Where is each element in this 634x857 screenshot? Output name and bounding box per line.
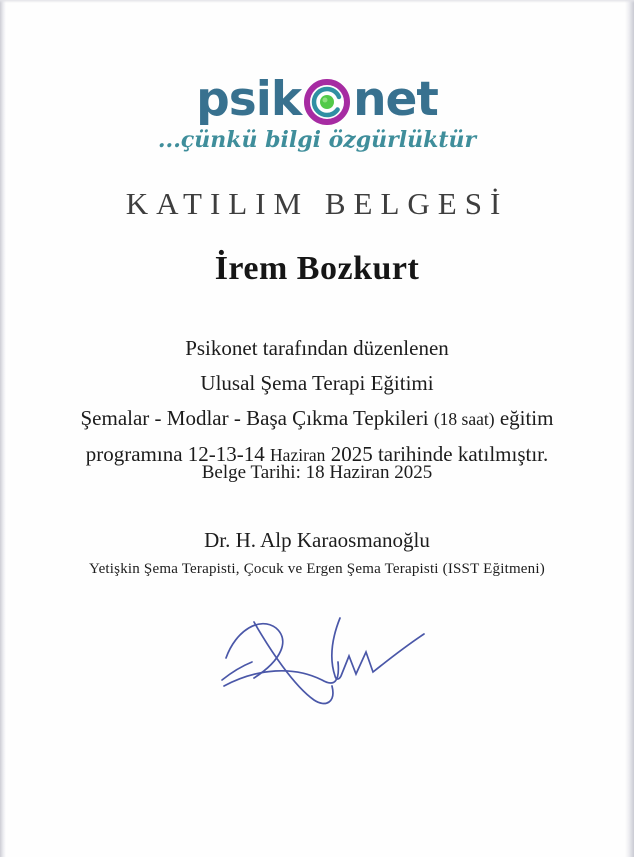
certificate-title: KATILIM BELGESİ bbox=[125, 186, 509, 221]
logo-text-right: net bbox=[353, 71, 438, 127]
logo-tagline: ...çünkü bilgi özgürlüktür bbox=[157, 127, 477, 153]
certificate-date: Belge Tarihi: 18 Haziran 2025 bbox=[201, 462, 433, 483]
body-line-4-days: 12-13-14 bbox=[187, 442, 265, 466]
signatory-name: Dr. H. Alp Karaosmanoğlu bbox=[204, 528, 430, 552]
logo-text-left: psik bbox=[196, 71, 302, 127]
body-line-4-month: Haziran bbox=[270, 445, 326, 465]
logo-target-icon-svg bbox=[302, 77, 352, 127]
signature-strokes bbox=[198, 594, 428, 724]
body-line-3-main: Şemalar - Modlar - Başa Çıkma Tepkileri bbox=[80, 406, 429, 430]
recipient-name: İrem Bozkurt bbox=[214, 250, 420, 287]
certificate-body bbox=[30, 331, 604, 473]
body-line-1: Psikonet tarafından düzenlenen bbox=[185, 336, 449, 360]
body-line-4-end: tarihinde katılmıştır. bbox=[377, 442, 549, 466]
body-line-3-hours: (18 saat) bbox=[433, 409, 495, 429]
body-line-3 bbox=[30, 401, 604, 437]
psikonet-logo bbox=[0, 71, 634, 153]
signatory-credentials: Yetişkin Şema Terapisti, Çocuk ve Ergen Şema Terapisti (ISST Eğitmeni) bbox=[89, 561, 545, 577]
logo-target-icon bbox=[302, 77, 352, 127]
body-line-2: Ulusal Şema Terapi Eğitimi bbox=[200, 371, 434, 395]
body-line-4-start: programına bbox=[85, 442, 183, 466]
signature-image bbox=[198, 594, 428, 724]
logo-wordmark bbox=[0, 71, 634, 127]
photo-edge-top bbox=[0, 0, 634, 3]
body-line-3-end: eğitim bbox=[499, 406, 554, 430]
body-line-4-year: 2025 bbox=[330, 442, 373, 466]
